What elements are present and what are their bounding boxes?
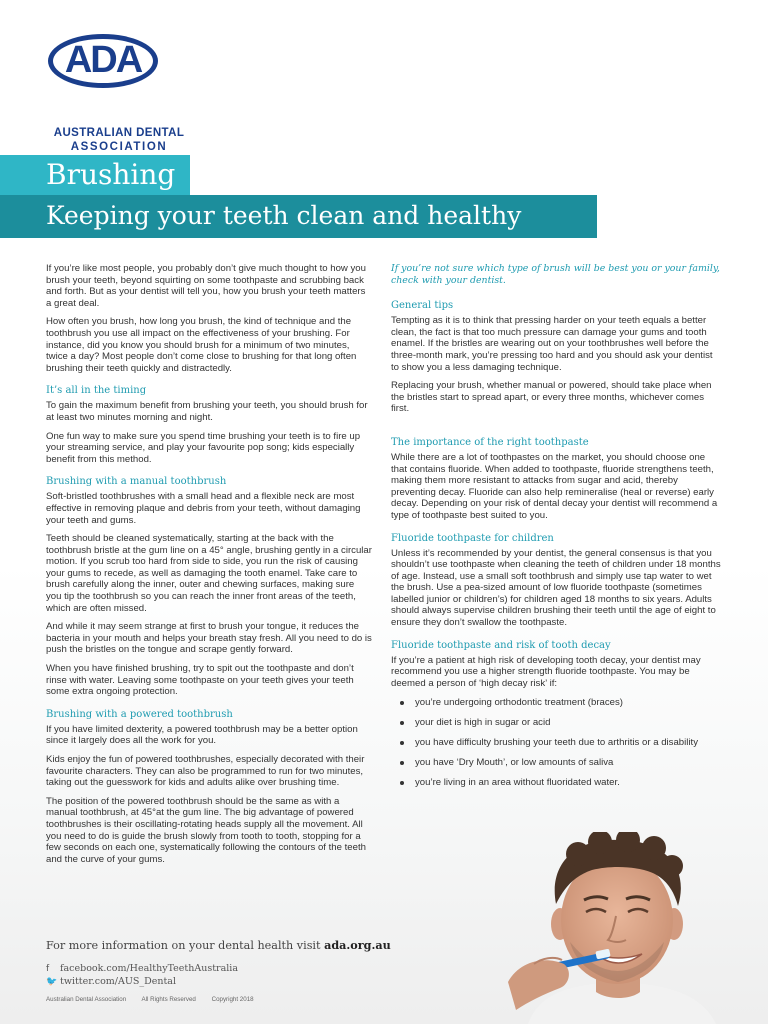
intro-paragraph-2: How often you brush, how long you brush, the kind of technique and the toothbrush you use all impact on the effectiveness of your brushing. For instance, did you know you should brush for a minimum of two minutes, twice a day? Most people don’t come close to brushing for that long often brushing their teeth quickly and distractedly. (46, 316, 357, 374)
manual-paragraph-4: When you have finished brushing, try to spit out the toothpaste and don’t rinse with water. Leaving some toothpaste on your teeth gives your teeth some extra ongoing protection. (46, 663, 354, 698)
copyright-org: Australian Dental Association (46, 996, 127, 1003)
facebook-row[interactable] (46, 962, 238, 975)
intro-paragraph-1: If you’re like most people, you probably don’t give much thought to how you brush your teeth, beyond squirting on some toothpaste and scrubbing back and forth. But as your dentist will tell you, how you brush your teeth matters a great deal. (46, 263, 366, 309)
footer-website-link[interactable]: ada.org.au (324, 938, 391, 952)
children-paragraph-1: Unless it’s recommended by your dentist, the general consensus is that you shouldn’t use toothpaste when cleaning the teeth of children under 18 months of age. Instead, use a small soft toothbrush and simply use tap water to wet the brush. Use a pea-sized amount of low fluoride toothpaste (sometimes labelled junior or children’s) for children aged 18 months to six years. Adults should always supervise children brushing their teeth until the age of eight to ensure they don’t swallow the toothpaste. (391, 547, 721, 629)
toothpaste-paragraph-1: While there are a lot of toothpastes on the market, you should choose one that contains fluoride. When added to toothpaste, fluoride strengthens teeth, making them more resistant to attacks from sugar and acid, thereby preventing decay. Fluoride can also help remineralise (heal or reverse) early decay. Depending on your risk of dental decay your dentist will recommend a type of toothpaste best suited to you. (391, 451, 718, 521)
social-links (46, 962, 238, 988)
powered-paragraph-3: The position of the powered toothbrush should be the same as with a manual toothbrush, at 45°at the gum line. The big advantage of powered toothbrushes is their oscillating-rotating heads supply all the movement. All you need to do is guide the brush slowly from tooth to tooth, stopping for a few seconds on each one, systematically following the contours of the teeth and the curve of your gums. (46, 795, 366, 865)
manual-paragraph-2: Teeth should be cleaned systematically, starting at the back with the toothbrush bristle at the gum line on a 45° angle, brushing gently in a circular motion. If you scrub too hard from side to side, you run the risk of causing your gums to recede, as well as damaging the tooth enamel. Take care to brush carefully along the inner, outer and chewing surfaces, making sure you tip the toothbrush so you can reach the inner front areas of the teeth, which are often missed. (46, 533, 372, 614)
powered-heading: Brushing with a powered toothbrush (46, 708, 233, 720)
dentist-advice-callout: If you’re not sure which type of brush will be best you or your family, check with your dentist. (391, 263, 720, 286)
risk-heading: Fluoride toothpaste and risk of tooth decay (391, 639, 611, 651)
timing-heading: It’s all in the timing (46, 385, 147, 397)
list-item: you have ‘Dry Mouth’, or low amounts of saliva (391, 757, 721, 769)
copyright-line (46, 996, 268, 1003)
risk-list (391, 697, 721, 789)
logo-mark: ADA (64, 39, 142, 81)
manual-paragraph-3: And while it may seem strange at first to brush your tongue, it reduces the bacteria in your mouth and helps your breath stay fresh. All you need to do is push the bristles on the tongue and scrape gently forward. (46, 621, 372, 656)
logo-name-line1: AUSTRALIAN DENTAL (53, 127, 185, 139)
timing-paragraph-2: One fun way to make sure you spend time brushing your teeth is to fire up your streaming service, and play your favourite pop song; kids especially benefit from this method. (46, 430, 361, 465)
man-brushing-teeth-photo (468, 832, 768, 1024)
footer-info-text: For more information on your dental health visit (46, 939, 325, 952)
list-item: your diet is high in sugar or acid (391, 717, 721, 729)
risk-paragraph-1: If you’re a patient at high risk of developing tooth decay, your dentist may recommend you use a higher strength fluoride toothpaste. You may be deemed a person of ‘high decay risk’ if: (391, 654, 701, 689)
tips-paragraph-1: Tempting as it is to think that pressing harder on your teeth equals a better clean, the fact is that too much pressure can damage your gums and tooth enamel. If the bristles are wearing out on your toothbrushes well before the three-month mark, you’re pressing too hard and you should ask your dentist to show you a less damaging technique. (391, 315, 713, 373)
manual-paragraph-1: Soft-bristled toothbrushes with a small head and a flexible neck are most effective in removing plaque and debris from your teeth, without damaging your teeth and gums. (46, 491, 361, 526)
page-title: Brushing (46, 158, 176, 191)
page-subtitle: Keeping your teeth clean and healthy (46, 201, 522, 230)
footer-more-info (46, 938, 391, 952)
twitter-row[interactable] (46, 975, 238, 988)
copyright-rights: All Rights Reserved (141, 996, 196, 1003)
logo-name-line2: ASSOCIATION (70, 141, 168, 153)
powered-paragraph-2: Kids enjoy the fun of powered toothbrushes, especially decorated with their favourite characters. They can also be programmed to run for two minutes, taking out the guesswork for kids and adults alike over brushing time. (46, 754, 365, 789)
right-column (391, 263, 721, 797)
left-column (46, 263, 372, 872)
powered-paragraph-1: If you have limited dexterity, a powered toothbrush may be a better option since it largely does all the work for you. (46, 723, 358, 747)
toothpaste-heading: The importance of the right toothpaste (391, 436, 589, 448)
list-item: you’re living in an area without fluoridated water. (391, 777, 721, 789)
facebook-icon: f (46, 964, 50, 974)
list-item: you have difficulty brushing your teeth due to arthritis or a disability (391, 737, 721, 749)
list-item: you’re undergoing orthodontic treatment (braces) (391, 697, 721, 709)
facebook-link[interactable]: facebook.com/HealthyTeethAustralia (60, 963, 238, 974)
children-heading: Fluoride toothpaste for children (391, 532, 554, 544)
twitter-icon: 🐦 (46, 977, 58, 987)
logo-org-name (44, 126, 194, 154)
twitter-link[interactable]: twitter.com/AUS_Dental (60, 976, 177, 987)
manual-heading: Brushing with a manual toothbrush (46, 476, 227, 488)
timing-paragraph-1: To gain the maximum benefit from brushing your teeth, you should brush for at least two minutes morning and night. (46, 400, 368, 423)
tips-paragraph-2: Replacing your brush, whether manual or powered, should take place when the bristles start to spread apart, or every three months, whichever comes first. (391, 380, 712, 415)
copyright-year: Copyright 2018 (211, 996, 254, 1003)
tips-heading: General tips (391, 300, 454, 312)
